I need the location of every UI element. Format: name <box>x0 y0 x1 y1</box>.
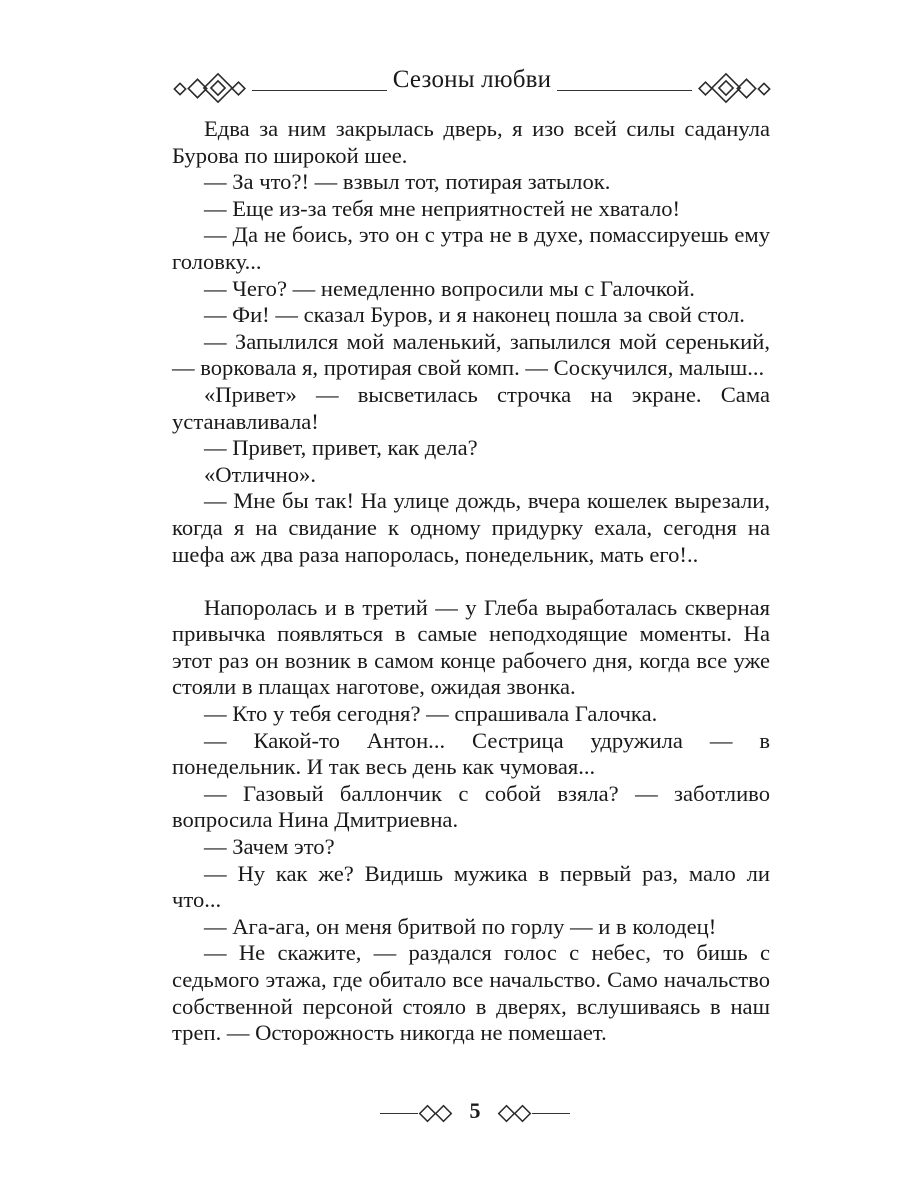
paragraph: — Не скажите, — раздался голос с небес, то бишь с седьмого этажа, где обитало все начальство. Само начальство собственной персоной стояло в дверях, вслушиваясь в наш треп. — Осторожность никогда не помешает. <box>172 940 770 1046</box>
paragraph: Едва за ним закрылась дверь, я изо всей силы саданула Бурова по широкой шее. <box>172 116 770 168</box>
paragraph: — Запылился мой маленький, запылился мой серенький, — ворковала я, протирая свой комп. — Соскучился, малыш... <box>172 328 770 381</box>
paragraph: — За что?! — взвыл тот, потирая затылок. <box>204 169 611 195</box>
paragraph: — Кто у тебя сегодня? — спрашивала Галочка. <box>204 701 658 727</box>
paragraph: — Мне бы так! На улице дождь, вчера кошелек вырезали, когда я на свидание к одному придурку ехала, сегодня на шефа аж два раза напоролась, понедельник, мать его!.. <box>172 488 770 567</box>
footer-rule-right <box>532 1113 570 1114</box>
paragraph: — Ага-ага, он меня бритвой по горлу — и в колодец! <box>204 913 717 939</box>
paragraph: «Привет» — высветилась строчка на экране. Сама устанавливала! <box>172 381 770 434</box>
running-title: Сезоны любви <box>172 66 772 94</box>
paragraph: — Фи! — сказал Буров, и я наконец пошла за свой стол. <box>204 302 745 328</box>
running-header <box>172 62 772 106</box>
paragraph: — Зачем это? <box>204 834 335 860</box>
paragraph: — Еще из-за тебя мне неприятностей не хватало! <box>204 195 681 221</box>
paragraph: — Чего? — немедленно вопросили мы с Галочкой. <box>204 275 695 301</box>
body-text <box>172 116 770 1047</box>
ornament-right-icon <box>688 70 772 108</box>
paragraph: — Какой-то Антон... Сестрица удружила — в понедельник. И так весь день как чумовая... <box>172 727 770 780</box>
paragraph: Напоролась и в третий — у Глеба выработалась скверная привычка появляться в самые неподходящие моменты. На этот раз он возник в самом конце рабочего дня, когда все уже стояли в плащах наготове, ожидая звонка. <box>172 594 770 700</box>
paragraph: — Ну как же? Видишь мужика в первый раз, мало ли что... <box>172 860 770 913</box>
page-number: 5 <box>469 1098 481 1123</box>
page-footer <box>380 1096 570 1132</box>
paragraph: — Газовый баллончик с собой взяла? — заботливо вопросила Нина Дмитриевна. <box>172 780 770 833</box>
footer-ornament-right-icon <box>492 1100 532 1128</box>
paragraph: «Отлично». <box>204 461 316 487</box>
paragraph: — Да не боись, это он с утра не в духе, помассируешь ему головку... <box>172 222 770 274</box>
paragraph: — Привет, привет, как дела? <box>204 435 478 461</box>
